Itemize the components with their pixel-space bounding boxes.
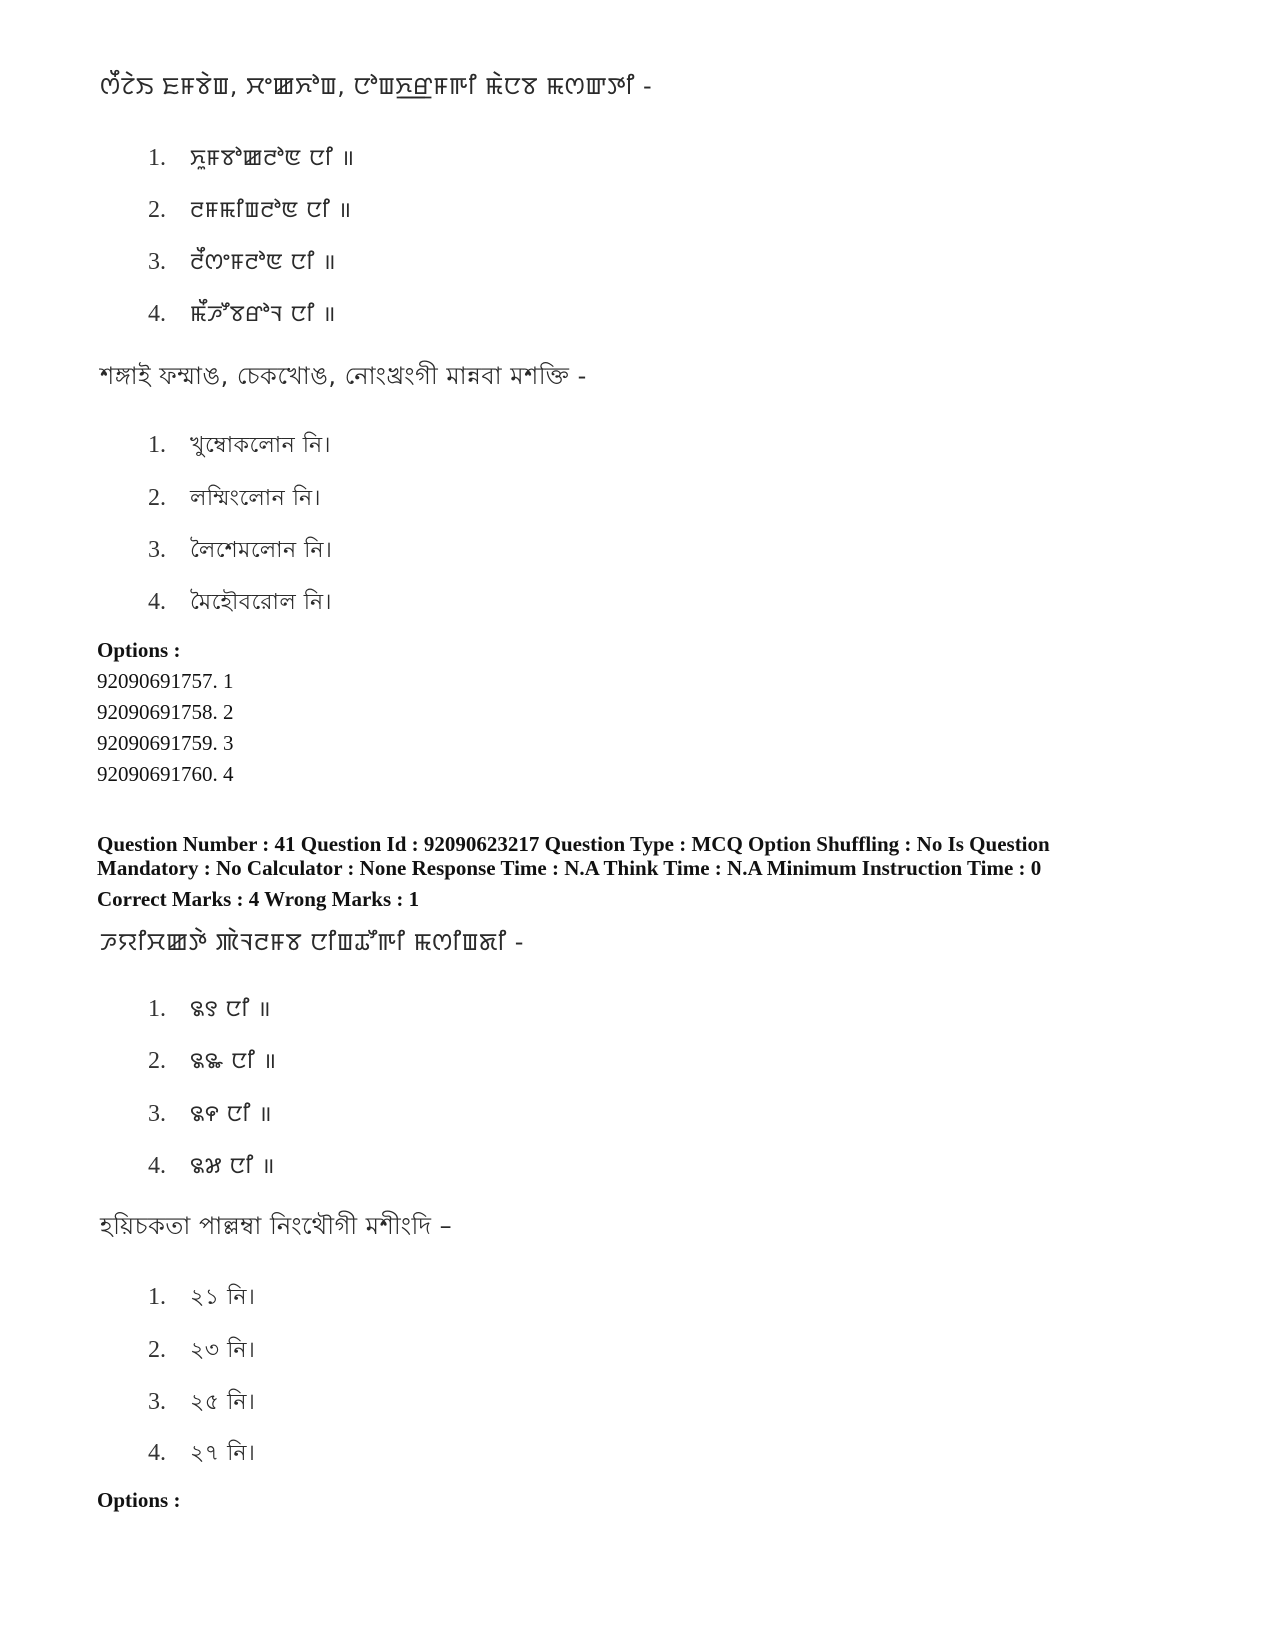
option-text: খুম্বোকলোন নি। <box>190 433 332 458</box>
option-number: 3. <box>148 249 166 275</box>
option-text: ꯲꯱ ꯅꯤ ॥ <box>190 997 272 1022</box>
q40-meitei-option-1 <box>148 142 355 173</box>
option-text: ꯂꯩꯁꯦꯝꯂꯣꯟ ꯅꯤ ॥ <box>190 250 336 275</box>
option-id-2: 92090691758. 2 <box>97 700 234 724</box>
option-number: 1. <box>148 432 166 458</box>
option-text: ২৩ নি। <box>190 1338 256 1363</box>
option-number: 3. <box>148 537 166 563</box>
option-number: 4. <box>148 589 166 615</box>
q40-bengali-question: শঙ্গাই ফম্মাঙ, চেকখোঙ, নোংখ্রংগী মান্নবা মশক্তি - <box>100 362 587 390</box>
option-text: ২১ নি। <box>190 1285 256 1310</box>
q41-bengali-option-3 <box>148 1385 255 1422</box>
option-id-4: 92090691760. 4 <box>97 762 234 786</box>
q41-meitei-option-3 <box>148 1098 272 1129</box>
options-heading-q41: Options : <box>97 1488 181 1512</box>
q40-bengali-option-4 <box>148 585 332 622</box>
options-heading: Options : <box>97 638 181 662</box>
option-id-1: 92090691757. 1 <box>97 669 234 693</box>
q41-bengali-option-2 <box>148 1333 255 1370</box>
question-marks: Correct Marks : 4 Wrong Marks : 1 <box>97 887 420 911</box>
option-text: ২৫ নি। <box>190 1390 256 1415</box>
option-number: 4. <box>148 1440 166 1466</box>
q40-bengali-option-1 <box>148 428 331 465</box>
q41-meitei-option-1 <box>148 993 271 1024</box>
q40-meitei-option-4 <box>148 298 336 329</box>
q41-bengali-question: হয়িচকতা পাল্লম্বা নিংথৌগী মশীংদি – <box>100 1212 453 1240</box>
q40-meitei-option-3 <box>148 246 336 277</box>
option-number: 3. <box>148 1389 166 1415</box>
option-text: লম্মিংলোন নি। <box>190 486 322 511</box>
q40-bengali-option-3 <box>148 533 332 570</box>
q41-bengali-option-4 <box>148 1436 255 1473</box>
option-number: 2. <box>148 1048 166 1074</box>
option-text: ꯂꯝꯃꯤꯡꯂꯣꯟ ꯅꯤ ॥ <box>190 198 352 223</box>
q41-bengali-option-1 <box>148 1280 255 1317</box>
option-number: 3. <box>148 1101 166 1127</box>
q41-meitei-option-2 <box>148 1045 277 1076</box>
option-number: 4. <box>148 301 166 327</box>
option-number: 1. <box>148 1284 166 1310</box>
option-text: ꯈꯨꯝꯕꯣꯀꯂꯣꯟ ꯅꯤ ॥ <box>190 146 355 171</box>
option-number: 1. <box>148 145 166 171</box>
q40-meitei-question: ꯁꯩꯖꯥꯏ ꯐꯝꯕꯥꯡ, ꯆꯦꯀꯈꯣꯡ, ꯅꯣꯡꯈ꯭ꯔꯝꯒꯤ ꯃꯥꯅꯕ ꯃꯁꯛꯇꯤ - <box>100 72 653 100</box>
q40-meitei-option-2 <box>148 194 352 225</box>
option-number: 1. <box>148 996 166 1022</box>
q41-meitei-question: ꯍꯌꯤꯆꯀꯇꯥ ꯄꯥꯜꯂꯝꯕ ꯅꯤꯡꯊꯧꯒꯤ ꯃꯁꯤꯡꯗꯤ - <box>100 928 524 956</box>
option-number: 4. <box>148 1153 166 1179</box>
option-text: মৈহৌবরোল নি। <box>190 590 333 615</box>
question-meta-line-2: Mandatory : No Calculator : None Response Time : N.A Think Time : N.A Minimum Instruction Time : 0 <box>97 856 1042 880</box>
option-id-3: 92090691759. 3 <box>97 731 234 755</box>
option-number: 2. <box>148 485 166 511</box>
question-meta-line-1: Question Number : 41 Question Id : 92090623217 Question Type : MCQ Option Shuffling : No Is Question <box>97 832 1050 856</box>
q41-meitei-option-4 <box>148 1150 275 1181</box>
option-text: লৈশেমলোন নি। <box>190 538 333 563</box>
option-text: ꯃꯩꯍꯧꯕꯔꯣꯜ ꯅꯤ ॥ <box>190 302 336 327</box>
option-number: 2. <box>148 197 166 223</box>
option-number: 2. <box>148 1337 166 1363</box>
q40-bengali-option-2 <box>148 481 321 518</box>
option-text: ꯲꯷ ꯅꯤ ॥ <box>190 1154 275 1179</box>
option-text: ꯲꯳ ꯅꯤ ॥ <box>190 1049 277 1074</box>
option-text: ২৭ নি। <box>190 1441 256 1466</box>
option-text: ꯲꯵ ꯅꯤ ॥ <box>190 1102 273 1127</box>
